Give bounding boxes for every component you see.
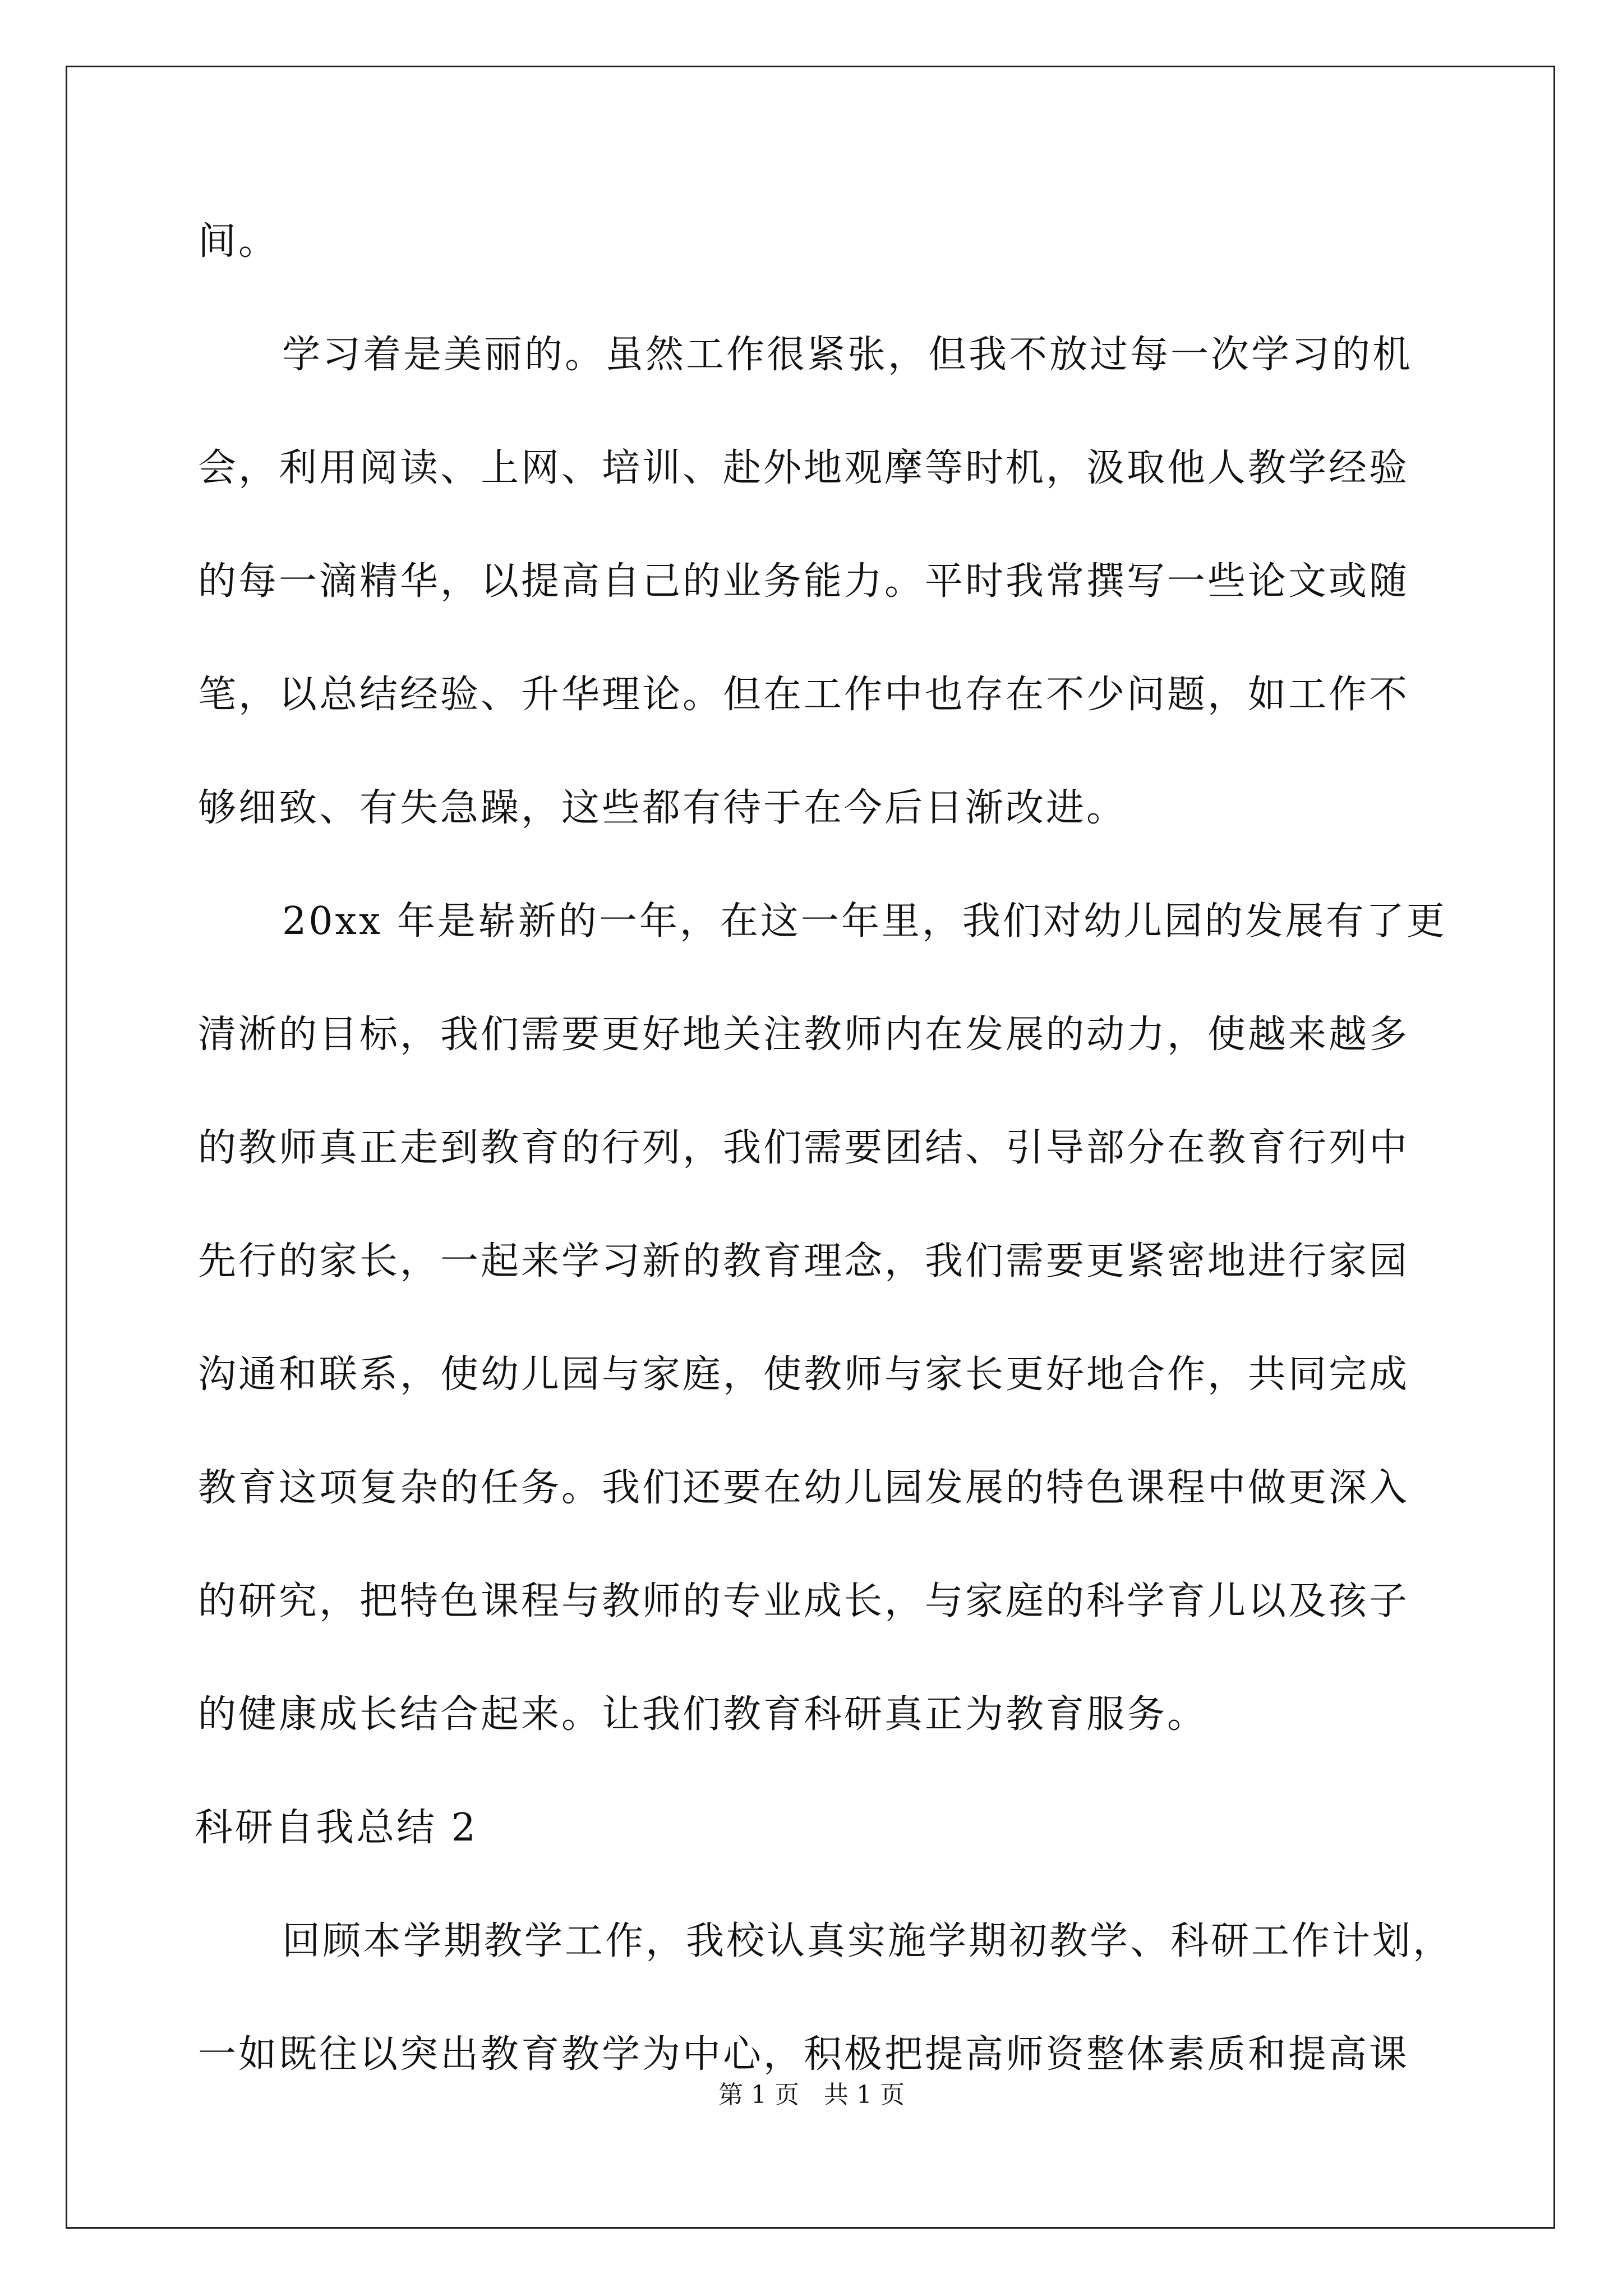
text-line: 沟通和联系，使幼儿园与家庭，使教师与家长更好地合作，共同完成 xyxy=(198,1352,1410,1397)
text-line: 清淅的目标，我们需要更好地关注教师内在发展的动力，使越来越多 xyxy=(198,1013,1410,1057)
page-number-footer: 第 1 页 共 1 页 xyxy=(718,2081,905,2109)
text-line: 学习着是美丽的。虽然工作很紧张，但我不放过每一次学习的机 xyxy=(282,333,1413,377)
text-line: 的每一滴精华，以提高自己的业务能力。平时我常撰写一些论文或随 xyxy=(198,559,1410,604)
text-line: 回顾本学期教学工作，我校认真实施学期初教学、科研工作计划， xyxy=(282,1919,1454,1963)
text-line: 一如既往以突出教育教学为中心，积极把提高师资整体素质和提高课 xyxy=(198,2032,1410,2077)
text-line: 教育这项复杂的任务。我们还要在幼儿园发展的特色课程中做更深入 xyxy=(198,1466,1410,1510)
text-line: 的教师真正走到教育的行列，我们需要团结、引导部分在教育行列中 xyxy=(198,1126,1410,1170)
text-line: 笔，以总结经验、升华理论。但在工作中也存在不少问题，如工作不 xyxy=(198,673,1410,717)
text-line: 会，利用阅读、上网、培训、赴外地观摩等时机，汲取他人教学经验 xyxy=(198,446,1410,490)
text-line: 先行的家长，一起来学习新的教育理念，我们需要更紧密地进行家园 xyxy=(198,1239,1410,1283)
text-line: 20xx 年是崭新的一年，在这一年里，我们对幼儿园的发展有了更 xyxy=(282,899,1447,944)
text-line: 的研究，把特色课程与教师的专业成长，与家庭的科学育儿以及孩子 xyxy=(198,1579,1410,1623)
text-line: 够细致、有失急躁，这些都有待于在今后日渐改进。 xyxy=(198,786,1127,830)
text-line: 间。 xyxy=(198,219,279,264)
text-line: 的健康成长结合起来。让我们教育科研真正为教育服务。 xyxy=(198,1692,1208,1737)
document-body xyxy=(195,185,1454,2111)
section-heading: 科研自我总结 2 xyxy=(195,1806,478,1850)
